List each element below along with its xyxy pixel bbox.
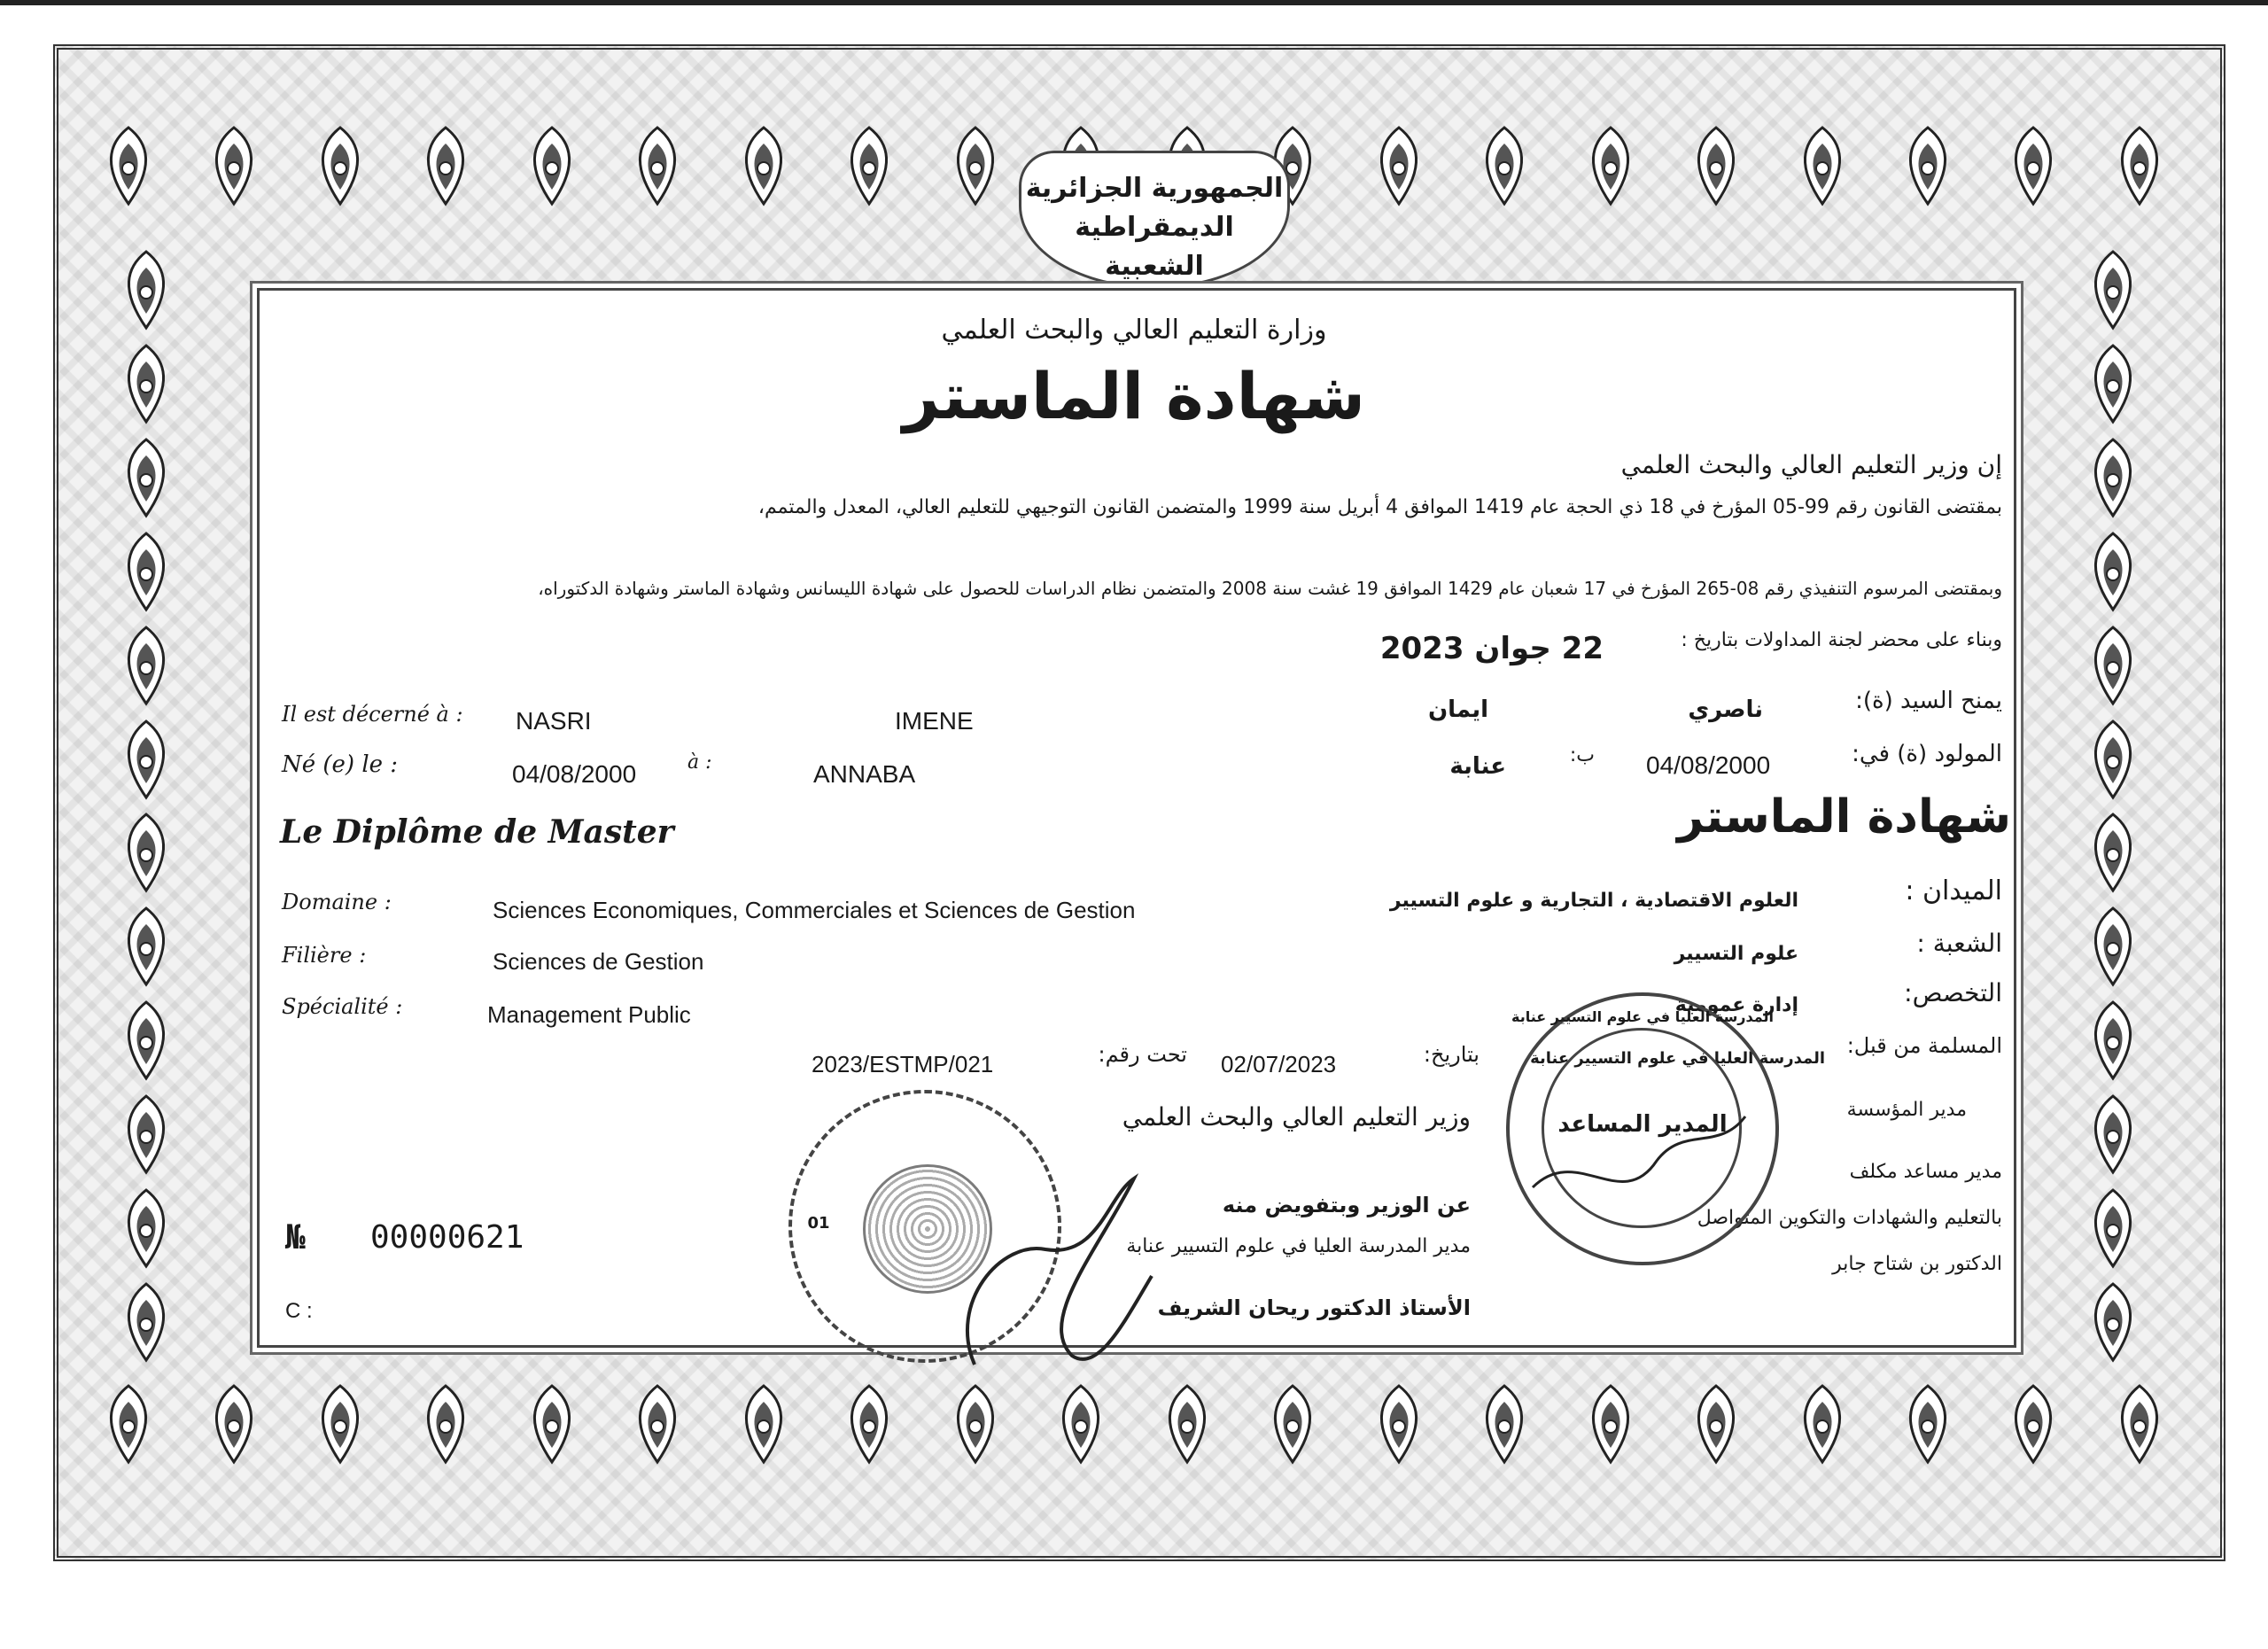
border-motif-icon (1897, 1382, 1959, 1466)
border-motif-icon (2082, 811, 2144, 895)
filiere-value-fr: Sciences de Gestion (493, 948, 704, 975)
border-motif-icon (115, 1186, 177, 1271)
border-motif-icon (115, 811, 177, 895)
assistant-director-title: مدير مساعد مكلف (1849, 1161, 2002, 1183)
border-motif-icon (1156, 1382, 1218, 1466)
seal-number: 01 (807, 1214, 830, 1233)
awarded-label-ar: يمنح السيد (ة): (1855, 688, 2002, 714)
domain-value-ar: العلوم الاقتصادية ، التجارية و علوم التسيير (1389, 890, 1798, 912)
border-motif-icon (2082, 1186, 2144, 1271)
stamp-ring-text: المدرسة العليا في علوم التسيير عنابة (1511, 1008, 1774, 1025)
specialite-value-fr: Management Public (487, 1001, 691, 1028)
school-director-name: الأستاذ الدكتور ريحان الشريف (1157, 1295, 1471, 1320)
border-motif-icon (2082, 342, 2144, 426)
border-motifs-right (2082, 248, 2153, 1365)
border-motif-icon (944, 124, 1006, 208)
preamble-line-1: إن وزير التعليم العالي والبحث العلمي (1620, 450, 2002, 479)
specialite-label-ar: التخصص: (1904, 978, 2002, 1007)
at-label-ar: ب: (1569, 744, 1595, 766)
diploma-title-fr: Le Diplôme de Master (280, 813, 674, 851)
border-motif-icon (1580, 1382, 1642, 1466)
filiere-label-ar: الشعبة : (1916, 929, 2002, 958)
border-motif-icon (838, 124, 900, 208)
filiere-label-fr: Filière : (282, 943, 367, 968)
border-motif-icon (521, 124, 583, 208)
delegation-line: عن الوزير وبتفويض منه (1222, 1193, 1471, 1217)
stamp-center-text: المدير المساعد (1557, 1111, 1728, 1138)
border-motif-icon (944, 1382, 1006, 1466)
serial-label: № (285, 1217, 306, 1256)
born-label-ar: المولود (ة) في: (1852, 741, 2002, 767)
border-motif-icon (2082, 248, 2144, 332)
handwritten-signature (921, 1143, 1187, 1382)
registration-date-label-ar: بتاريخ: (1423, 1042, 1480, 1067)
border-motif-icon (1473, 124, 1535, 208)
domain-label-ar: الميدان : (1905, 875, 2002, 906)
domain-value-fr: Sciences Economiques, Commerciales et Sciences de Gestion (493, 897, 1136, 923)
border-motif-icon (115, 1280, 177, 1365)
border-motif-icon (838, 1382, 900, 1466)
border-motif-icon (97, 124, 159, 208)
border-motif-icon (2082, 1280, 2144, 1365)
ministry-title: وزارة التعليم العالي والبحث العلمي (941, 315, 1327, 346)
specialite-label-fr: Spécialité : (282, 994, 403, 1019)
delivered-by-label-ar: المسلمة من قبل: (1846, 1033, 2002, 1058)
delivered-by-value-ar: المدرسة العليا في علوم التسيير عنابة (1530, 1049, 1825, 1068)
recipient-first-name-ar: ايمان (1427, 696, 1488, 723)
deliberation-date: 22 جوان 2023 (1379, 631, 1604, 666)
border-motif-icon (309, 1382, 371, 1466)
domain-label-fr: Domaine : (282, 890, 392, 914)
border-motif-icon (2002, 1382, 2064, 1466)
border-motif-icon (1580, 124, 1642, 208)
institution-director-label: مدير المؤسسة (1846, 1099, 1967, 1121)
republic-line-1: الجمهورية الجزائرية (1025, 173, 1284, 204)
birth-date: 04/08/2000 (512, 760, 637, 788)
minister-signature-title: وزير التعليم العالي والبحث العلمي (1122, 1102, 1471, 1132)
border-motif-icon (309, 124, 371, 208)
border-motif-icon (415, 1382, 477, 1466)
border-motif-icon (115, 436, 177, 520)
border-motif-icon (115, 905, 177, 989)
border-motif-icon (115, 1093, 177, 1177)
serial-number: 00000621 (370, 1219, 524, 1256)
border-motif-icon (1791, 124, 1853, 208)
border-motif-icon (733, 124, 795, 208)
diploma-title-ar: شهادة الماستر (1677, 790, 2011, 844)
border-motif-icon (1262, 1382, 1324, 1466)
birth-place: ANNABA (813, 760, 916, 788)
border-motif-icon (1685, 1382, 1747, 1466)
scan-top-edge (0, 0, 2268, 5)
registration-number: 2023/ESTMP/021 (812, 1051, 994, 1077)
preamble-line-2: بمقتضى القانون رقم 99-05 المؤرخ في 18 ذي الحجة عام 1419 الموافق 4 أبريل سنة 1999 والمتضمن القانون التوجيهي للتعليم العالي، المعدل والمتمم، (757, 496, 2002, 518)
diploma-title-ar-header: شهادة الماستر (903, 359, 1365, 433)
assistant-director-role: بالتعليم والشهادات والتكوين المتواصل (1697, 1207, 2002, 1229)
at-label-fr: à : (687, 751, 712, 774)
republic-cartouche (1019, 151, 1290, 289)
border-motif-icon (415, 124, 477, 208)
border-motif-icon (203, 124, 265, 208)
recipient-last-name: NASRI (516, 707, 592, 735)
border-motif-icon (115, 624, 177, 708)
border-motif-icon (2082, 999, 2144, 1083)
preamble-line-3: وبمقتضى المرسوم التنفيذي رقم 08-265 المؤرخ في 17 شعبان عام 1429 الموافق 19 غشت سنة 2008 والمتضمن نظام الدراسات للحصول على شهادة الليسانس وشهادة الماستر وشهادة الدكتوراه، (538, 578, 2002, 599)
border-motif-icon (2109, 124, 2171, 208)
specialite-value-ar: إدارة عمومية (1674, 994, 1798, 1016)
border-motif-icon (1368, 124, 1430, 208)
border-motif-icon (1050, 1382, 1112, 1466)
border-motif-icon (115, 342, 177, 426)
border-motif-icon (1897, 124, 1959, 208)
recipient-last-name-ar: ناصري (1688, 696, 1763, 723)
registration-date: 02/07/2023 (1221, 1051, 1337, 1077)
border-motif-icon (733, 1382, 795, 1466)
border-motif-icon (2082, 1093, 2144, 1177)
border-motif-icon (2082, 718, 2144, 802)
border-motif-icon (2002, 124, 2064, 208)
border-motif-icon (1685, 124, 1747, 208)
border-motif-icon (1368, 1382, 1430, 1466)
recipient-first-name: IMENE (895, 707, 974, 735)
border-motif-icon (203, 1382, 265, 1466)
border-motifs-bottom (97, 1382, 2171, 1466)
border-motif-icon (1473, 1382, 1535, 1466)
born-label-fr: Né (e) le : (282, 751, 399, 778)
c-label: C : (285, 1299, 313, 1323)
registration-number-label-ar: تحت رقم: (1098, 1042, 1187, 1067)
border-motif-icon (2109, 1382, 2171, 1466)
border-motif-icon (626, 124, 688, 208)
preamble-line-4: وبناء على محضر لجنة المداولات بتاريخ : (1681, 629, 2002, 651)
school-director-title: مدير المدرسة العليا في علوم التسيير عنابة (1126, 1235, 1471, 1257)
border-motif-icon (115, 999, 177, 1083)
assistant-signature (1524, 1090, 1754, 1223)
border-motif-icon (626, 1382, 688, 1466)
republic-line-2: الديمقراطية الشعبية (1075, 212, 1234, 282)
border-motif-icon (115, 248, 177, 332)
border-motif-icon (2082, 624, 2144, 708)
border-motif-icon (1791, 1382, 1853, 1466)
border-motif-icon (521, 1382, 583, 1466)
awarded-label-fr: Il est décerné à : (282, 702, 463, 727)
filiere-value-ar: علوم التسيير (1674, 943, 1798, 965)
border-motif-icon (115, 530, 177, 614)
birth-place-ar: عنابة (1449, 753, 1506, 780)
border-motifs-left (115, 248, 186, 1365)
birth-date-ar-side: 04/08/2000 (1646, 751, 1771, 779)
border-motif-icon (97, 1382, 159, 1466)
assistant-director-name: الدكتور بن شتاح جابر (1832, 1253, 2002, 1275)
border-motif-icon (115, 718, 177, 802)
border-motif-icon (2082, 905, 2144, 989)
border-motif-icon (2082, 530, 2144, 614)
border-motif-icon (2082, 436, 2144, 520)
